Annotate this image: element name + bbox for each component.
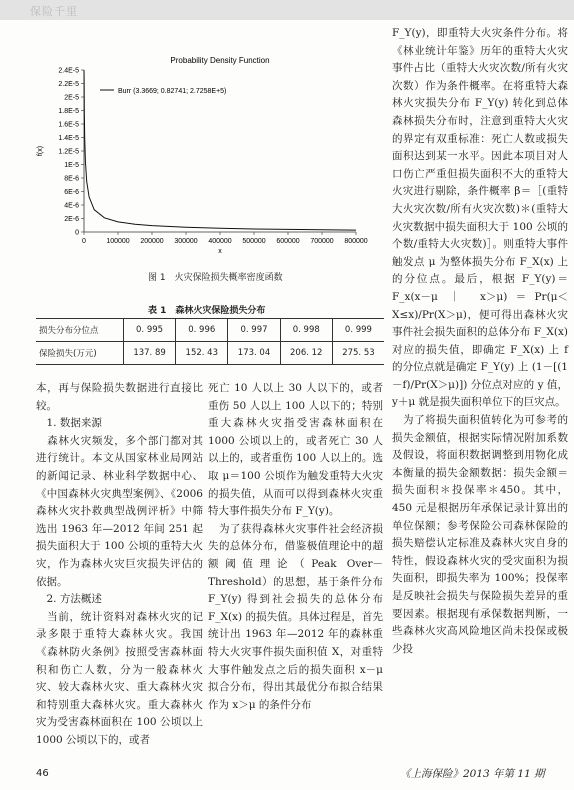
paragraph: 森林火灾频发，多个部门都对其进行统计。本文从国家林业局网站的新闻记录、林业科学数据中心、《中国森林火灾典型案例》、《2006 森林火灾扑救典型战例评析》中筛选出 1963 年—2012 年间 251 起损失面积大于 100 公顷的重特大火灾，作为森林火灾巨灾损失评估的依据。 bbox=[36, 434, 203, 588]
paragraph: 为了获得森林火灾事件社会经济损失的总体分布，借鉴极值理论中的超额阈值理论（Peak Over－Threshold）的思想，基于条件分布 F_Y(y) 得到社会损失的总体分布 F_X(x) 的损失值。具体过程是，首先统计出 1963 年—2012 年的森林重特大火灾事件损失面积值 X，对重特大事件触发点之后的损失面积 x－μ 拟合分布，得出其最优分布拟合结果作为 x＞μ 的条件分布 bbox=[208, 522, 383, 711]
section-heading: 1. 数据来源 bbox=[36, 417, 102, 430]
paragraph: 当前，统计资料对森林火灾的记录多限于重特大森林火灾。我国《森林防火条例》按照受害森林面积和伤亡人数，分为一般森林火灾、较大森林火灾、重大森林火灾和特别重大森林火灾。重大森林火灾为受害森林面积在 100 公顷以上 1000 公顷以下的，或者 bbox=[36, 610, 203, 746]
section-heading: 2. 方法概述 bbox=[36, 593, 102, 606]
page-number: 46 bbox=[36, 768, 49, 779]
table-cell: 152. 43 bbox=[176, 342, 228, 365]
pdf-chart bbox=[30, 52, 390, 262]
table-row-label: 损失分布分位点 bbox=[36, 319, 123, 342]
table-cell: 0. 999 bbox=[332, 319, 384, 342]
table-cell: 0. 996 bbox=[176, 319, 228, 342]
y-tick-label: 1.2E-5 bbox=[58, 148, 79, 156]
table-cell: 137. 89 bbox=[123, 342, 175, 365]
y-tick-label: 8E-6 bbox=[64, 175, 79, 183]
x-tick-label: 500000 bbox=[242, 238, 266, 245]
body-column-right bbox=[392, 25, 568, 658]
table-cell: 173. 04 bbox=[228, 342, 280, 365]
table-caption: 表 1 森林火灾保险损失分布 bbox=[148, 306, 266, 316]
chart-title: Probability Density Function bbox=[170, 56, 270, 65]
paragraph: 死亡 10 人以上 30 人以下的，或者重伤 50 人以上 100 人以下的；特别重大森林火灾指受害森林面积在 1000 公顷以上的，或者死亡 30 人以上的，或者重伤 100 人以上的。选取 μ＝100 公顷作为触发重特大火灾的损失值，从而可以得到森林火灾重特大事件损失分布 F_Y(y)。 bbox=[208, 382, 383, 518]
table-cell: 0. 997 bbox=[228, 319, 280, 342]
pdf-chart-svg bbox=[30, 52, 390, 262]
y-tick-label: 0 bbox=[75, 229, 79, 237]
body-column-middle bbox=[208, 380, 383, 714]
table-cell: 206. 12 bbox=[280, 342, 332, 365]
y-tick-label: 2E-5 bbox=[64, 94, 79, 102]
legend-label: Burr (3.3669; 0.82741; 2.7258E+5) bbox=[118, 88, 227, 95]
paragraph: F_Y(y)，即重特大火灾条件分布。将《林业统计年鉴》历年的重特大火灾事件占比（重特大火灾次数/所有火灾次数）作为条件概率。在将重特大森林火灾损失分布 F_Y(y) 转化到总体森林损失分布时，注意到重特大火灾的界定有双重标准：死亡人数或损失面积达到某一水平。因此本项目对人口伤亡严重但损失面积不大的重特大火灾进行剔除，条件概率 β＝［(重特大火灾次数/所有火灾次数)＊(重特大火灾数据中损失面积大于 100 公顷的个数/重特大火灾数)］。则重特大事件触发点 μ 为整体损失分布 F_X(x) 上的分位点。最后，根据 F_Y(y)＝F_x(x－μ ｜ x＞μ)＝Pr(μ＜X≤x)/Pr(X＞μ)，便可得出森林火灾事件社会损失面积的总体分布 F_X(x) 对应的损失值，即确定 F_X(x) 上 f 的分位点就是确定 F_Y(y) 上 (1－[(1－f)/Pr(X＞μ)]) 分位点对应的 y 值，y＋μ 就是损失面积单位下的巨灾点。 bbox=[392, 27, 568, 409]
paragraph: 为了将损失面积值转化为可参考的损失金额值，根据实际情况附加系数及假设，将面积数据调整到用物化成本衡量的损失金额数据：损失金额＝损失面积＊投保率＊450。其中，450 元是根据历年承保记录计算出的单位保额；参考保险公司森林保险的损失赔偿认定标准及森林火灾自身的特性，假设森林火灾的受灾面积为损失面积，即损失率为 100%；投保率是反映社会损失与保险损失差异的重要因素。根据现有承保数据判断，一些森林火灾高风险地区尚未投保或极少投 bbox=[392, 414, 568, 655]
x-tick-label: 300000 bbox=[174, 238, 198, 245]
journal-footer: 《上海保险》2013 年第 11 期 bbox=[400, 768, 545, 780]
y-tick-label: 1E-5 bbox=[64, 162, 79, 169]
table-row bbox=[36, 342, 384, 365]
table-row bbox=[36, 319, 384, 342]
x-tick-label: 700000 bbox=[310, 238, 334, 245]
x-axis-label: x bbox=[218, 248, 222, 255]
y-tick-label: 2E-6 bbox=[64, 216, 79, 223]
loss-table bbox=[36, 318, 384, 365]
paragraph: 本，再与保险损失数据进行直接比较。 bbox=[36, 382, 203, 412]
x-tick-label: 800000 bbox=[344, 238, 368, 245]
y-tick-label: 1.4E-5 bbox=[58, 135, 79, 142]
table-cell: 0. 998 bbox=[280, 319, 332, 342]
figure-caption: 图 1 火灾保险损失概率密度函数 bbox=[148, 273, 283, 283]
x-tick-label: 100000 bbox=[106, 238, 130, 245]
x-tick-label: 200000 bbox=[140, 238, 164, 245]
x-tick-label: 400000 bbox=[208, 238, 232, 245]
table-row-label: 保险损失(万元) bbox=[36, 342, 123, 365]
y-tick-label: 1.8E-5 bbox=[58, 108, 79, 115]
y-tick-label: 2.2E-5 bbox=[58, 81, 79, 88]
header-bar bbox=[0, 0, 574, 20]
y-tick-label: 2.4E-5 bbox=[58, 67, 79, 75]
x-tick-label: 0 bbox=[82, 238, 86, 245]
table-cell: 0. 995 bbox=[123, 319, 175, 342]
y-tick-label: 6E-6 bbox=[64, 189, 79, 196]
table-cell: 275. 53 bbox=[332, 342, 384, 365]
y-axis-label: f(x) bbox=[37, 145, 44, 157]
y-tick-label: 1.6E-5 bbox=[58, 121, 79, 129]
section-tag: 保险千里 bbox=[30, 5, 78, 18]
x-tick-label: 600000 bbox=[276, 238, 300, 245]
y-tick-label: 4E-6 bbox=[64, 202, 79, 210]
body-column-left bbox=[36, 380, 203, 749]
